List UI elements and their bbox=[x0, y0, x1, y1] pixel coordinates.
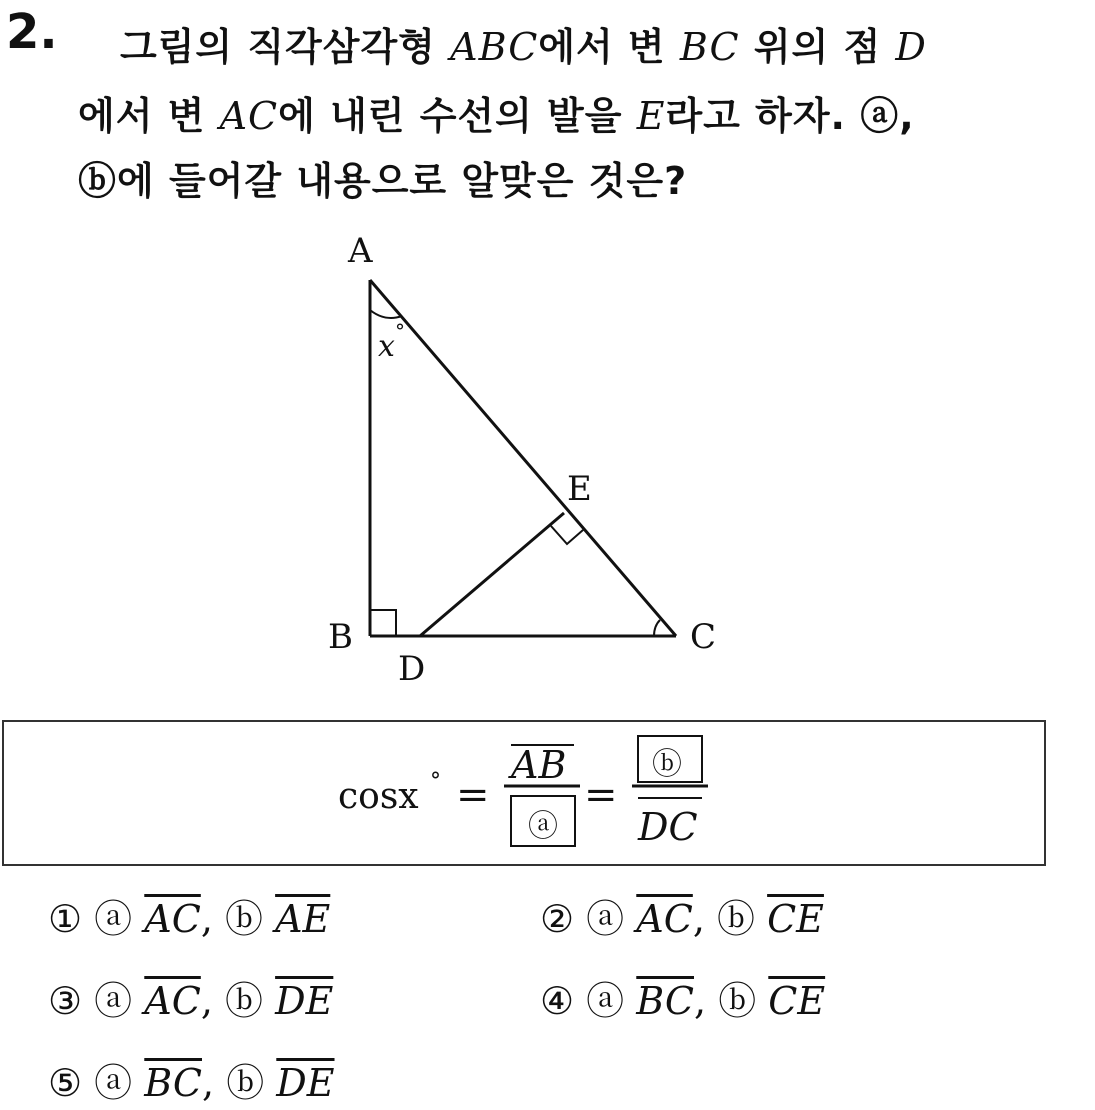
choice-5-b-value: $\overline{DE}$ bbox=[276, 1061, 335, 1105]
choice-4-b-value: $\overline{CE}$ bbox=[768, 979, 826, 1023]
choice-2-b-label: ⓑ bbox=[717, 897, 756, 941]
frac1-numerator: AB bbox=[511, 743, 567, 787]
choice-3-a-value: $\overline{AC}$ bbox=[144, 979, 201, 1023]
q1-var-abc: ABC bbox=[450, 25, 539, 69]
choice-5-sep: , bbox=[202, 1061, 215, 1105]
choice-3-b-label: ⓑ bbox=[225, 979, 264, 1023]
choice-1-a-value: $\overline{AC}$ bbox=[144, 897, 201, 941]
choice-4-number: ④ bbox=[540, 979, 575, 1023]
q2-text-1: 에서 변 bbox=[78, 94, 220, 138]
frac1-denominator: ⓐ bbox=[528, 809, 558, 844]
formula-degree: ° bbox=[430, 769, 441, 794]
choice-4-a-label: ⓐ bbox=[586, 979, 625, 1023]
q2-var-ac: AC bbox=[219, 94, 279, 138]
choice-2-a-label: ⓐ bbox=[586, 897, 625, 941]
frac2-numerator: ⓑ bbox=[652, 747, 682, 782]
label-d: D bbox=[398, 649, 426, 689]
formula-lhs: cosx bbox=[338, 776, 419, 817]
label-c: C bbox=[690, 617, 717, 657]
choice-2-b-value: $\overline{CE}$ bbox=[767, 897, 824, 941]
choice-5-number: ⑤ bbox=[48, 1061, 83, 1105]
choice-4-a-value: $\overline{BC}$ bbox=[636, 979, 694, 1023]
choice-3-b-value: $\overline{DE}$ bbox=[275, 979, 334, 1023]
choice-4-b-label: ⓑ bbox=[718, 979, 757, 1023]
q3-text-1: ⓑ에 들어갈 내용으로 알맞은 것은? bbox=[78, 159, 688, 203]
choice-5-b-label: ⓑ bbox=[226, 1061, 265, 1105]
choice-1-b-label: ⓑ bbox=[225, 897, 264, 941]
choice-2-sep: , bbox=[692, 897, 705, 941]
question-number: 2. bbox=[6, 4, 58, 60]
q1-var-d: D bbox=[895, 25, 927, 69]
choice-5[interactable] bbox=[48, 1052, 335, 1107]
q2-var-e: E bbox=[636, 94, 666, 138]
formula-cos bbox=[338, 776, 419, 817]
formula-equals-1: = bbox=[456, 772, 490, 818]
choice-1-a-label: ⓐ bbox=[94, 897, 133, 941]
choice-2[interactable] bbox=[540, 888, 824, 943]
choice-1-sep: , bbox=[200, 897, 213, 941]
formula-equals-2: = bbox=[584, 772, 618, 818]
label-a: A bbox=[348, 231, 373, 271]
label-b: B bbox=[328, 617, 353, 657]
choice-5-a-value: $\overline{BC}$ bbox=[144, 1061, 202, 1105]
choice-2-a-value: $\overline{AC}$ bbox=[636, 897, 693, 941]
choice-3-sep: , bbox=[200, 979, 213, 1023]
q1-text-2: 에서 변 bbox=[538, 25, 680, 69]
choice-4-sep: , bbox=[694, 979, 707, 1023]
choice-1-b-value: $\overline{AE}$ bbox=[275, 897, 331, 941]
choice-5-a-label: ⓐ bbox=[94, 1061, 133, 1105]
q2-text-2: 에 내린 수선의 발을 bbox=[278, 94, 637, 138]
q1-var-bc: BC bbox=[679, 25, 740, 69]
q2-text-3: 라고 하자. ⓐ, bbox=[665, 94, 915, 138]
angle-label-x: x bbox=[378, 329, 395, 364]
choice-3[interactable] bbox=[48, 970, 333, 1025]
label-e: E bbox=[567, 469, 592, 509]
q1-text-1: 그림의 직각삼각형 bbox=[120, 25, 451, 69]
q1-text-3: 위의 점 bbox=[739, 25, 896, 69]
choice-3-number: ③ bbox=[48, 979, 83, 1023]
choice-4[interactable] bbox=[540, 970, 825, 1025]
frac2-denominator: DC bbox=[638, 805, 698, 849]
choice-1[interactable] bbox=[48, 888, 330, 943]
choice-2-number: ② bbox=[540, 897, 575, 941]
angle-degree: ° bbox=[395, 319, 405, 343]
choice-1-number: ① bbox=[48, 897, 83, 941]
choice-3-a-label: ⓐ bbox=[94, 979, 133, 1023]
